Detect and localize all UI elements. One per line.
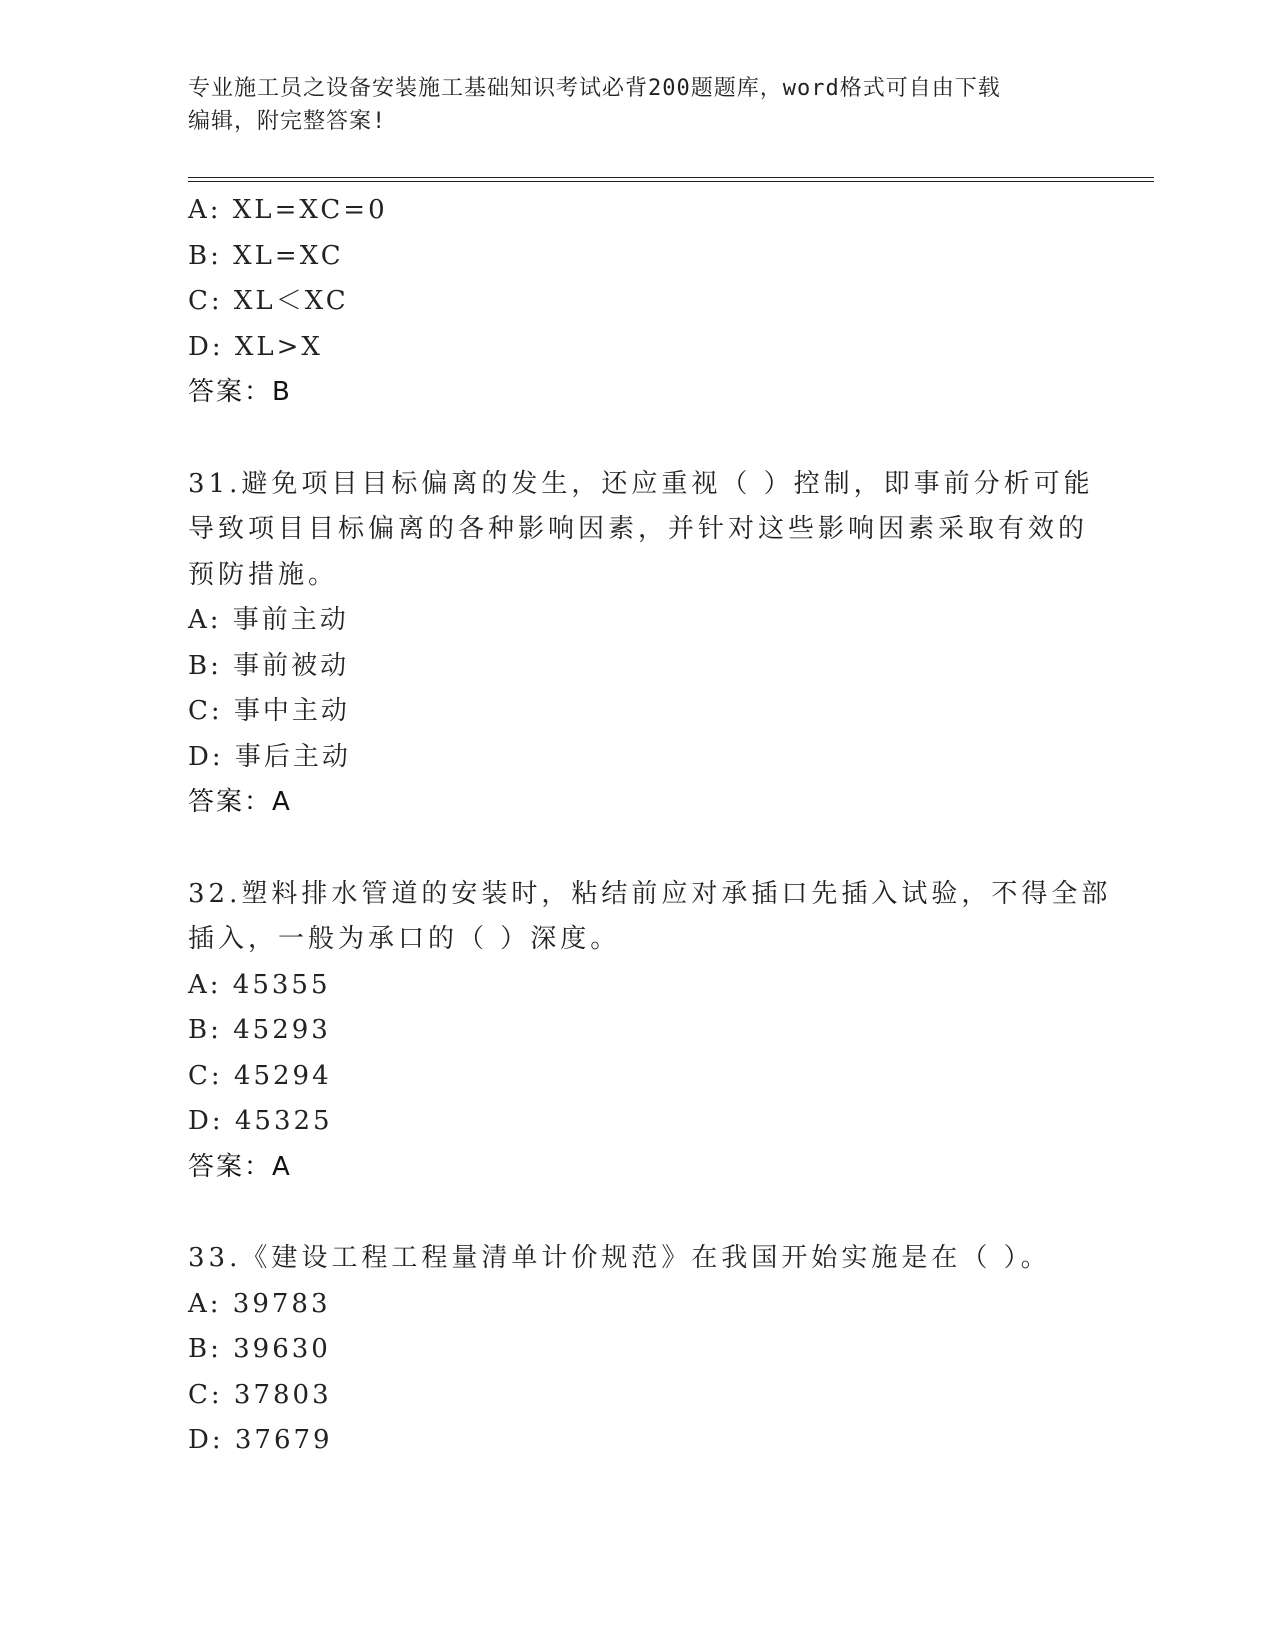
header-divider-bottom xyxy=(188,181,1154,182)
question-gap xyxy=(188,1190,1088,1236)
question-stem xyxy=(188,462,1094,599)
option-a: A: 39783 xyxy=(188,1288,331,1319)
option-b: B: 45293 xyxy=(188,1015,331,1045)
question-33 xyxy=(188,1236,1088,1464)
stem-line: 32.塑料排水管道的安装时，粘结前应对承插口先插入试验，不得全部 xyxy=(188,878,1112,909)
question-gap xyxy=(188,826,1088,872)
answer-label: 答案：A xyxy=(188,787,292,817)
option-c: C: XL＜XC xyxy=(188,286,349,316)
option-d: D: 事后主动 xyxy=(188,741,351,772)
option-b: B: 39630 xyxy=(188,1334,331,1364)
question-list xyxy=(188,188,1112,1464)
stem-line: 31.避免项目目标偏离的发生，还应重视（ ）控制，即事前分析可能 xyxy=(188,468,1094,499)
header-divider-top xyxy=(188,177,1154,178)
answer-label: 答案：A xyxy=(188,1151,292,1182)
stem-line: 插入，一般为承口的（ ）深度。 xyxy=(188,924,621,954)
option-a: A: XL=XC=0 xyxy=(188,195,388,225)
option-d: D: 37679 xyxy=(188,1425,333,1455)
stem-line: 预防措施。 xyxy=(188,559,339,590)
option-c: C: 45294 xyxy=(188,1060,332,1091)
option-b: B: 事前被动 xyxy=(188,650,350,681)
question-gap xyxy=(188,416,1088,462)
option-a: A: 事前主动 xyxy=(188,605,349,635)
stem-line: 导致项目目标偏离的各种影响因素，并针对这些影响因素采取有效的 xyxy=(188,514,1089,544)
header-line-2: 编辑，附完整答案! xyxy=(188,109,387,134)
option-b: B: XL=XC xyxy=(188,240,344,271)
option-c: C: 事中主动 xyxy=(188,696,350,726)
question-32 xyxy=(188,872,1112,1191)
option-d: D: 45325 xyxy=(188,1106,333,1136)
question-31 xyxy=(188,462,1094,826)
document-header xyxy=(188,72,1068,138)
question-stem xyxy=(188,872,1112,963)
question-stem xyxy=(188,1236,1088,1282)
header-line-1: 专业施工员之设备安装施工基础知识考试必背200题题库，word格式可自由下载 xyxy=(188,76,1001,101)
stem-line: 33.《建设工程工程量清单计价规范》在我国开始实施是在（ ）。 xyxy=(188,1243,1051,1273)
option-a: A: 45355 xyxy=(188,969,331,1000)
option-c: C: 37803 xyxy=(188,1379,332,1410)
question-30 xyxy=(188,188,1088,416)
option-d: D: XL>X xyxy=(188,331,323,362)
answer-label: 答案：B xyxy=(188,377,292,407)
